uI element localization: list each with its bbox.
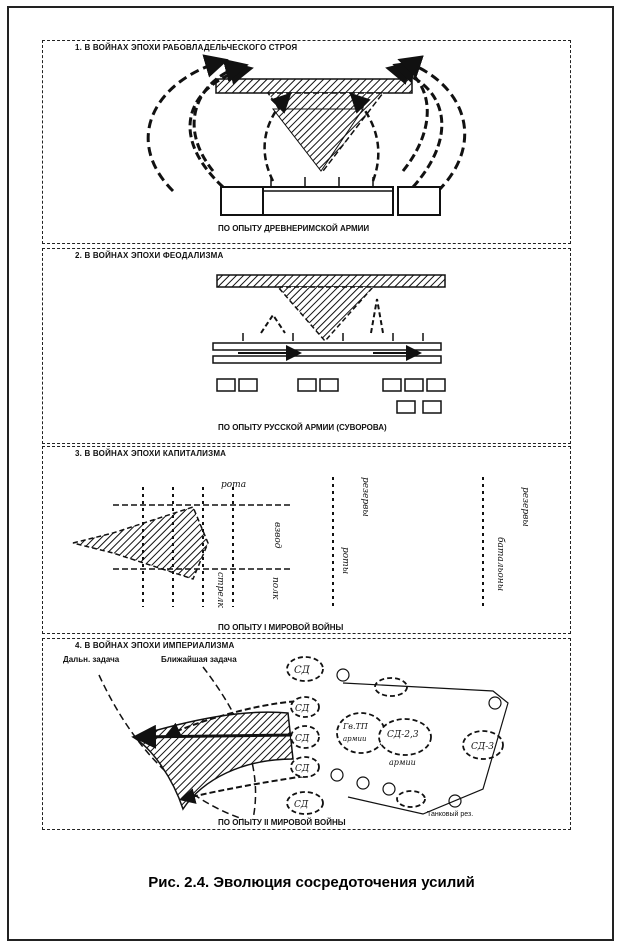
hw-sd-4: СД	[294, 800, 309, 810]
hw-sd23: СД-2,3	[387, 730, 419, 740]
panel-4-drawing	[43, 639, 572, 831]
hw-label-2: полк	[270, 577, 280, 600]
hw-army-2: армии	[389, 758, 416, 767]
hw-label-3: стрелк	[215, 572, 225, 608]
hw-sd3: СД-3	[471, 742, 494, 752]
panel-capitalist-era	[42, 446, 571, 634]
front-line	[213, 343, 441, 350]
wedge	[278, 287, 373, 341]
hw-label-5: резервы	[520, 487, 530, 527]
main-strike-wedge	[133, 712, 293, 809]
panel-2-drawing	[43, 249, 572, 445]
hw-gtp: Гв.ТП	[343, 722, 368, 731]
panel-title: 4. В ВОЙНАХ ЭПОХИ ИМПЕРИАЛИЗМА	[75, 641, 235, 650]
breakthrough-wedge	[73, 507, 208, 579]
inner-wedge	[273, 109, 363, 171]
panel-title: 3. В ВОЙНАХ ЭПОХИ КАПИТАЛИЗМА	[75, 449, 227, 458]
panel-feudal-era	[42, 248, 571, 444]
enemy-line	[216, 79, 412, 93]
panel-caption: ПО ОПЫТУ I МИРОВОЙ ВОЙНЫ	[218, 623, 344, 632]
hw-label-1: взвод	[272, 522, 282, 549]
hw-label-6: роты	[340, 547, 350, 575]
right-arrow	[371, 299, 383, 333]
panel-slave-era	[42, 40, 571, 244]
far-task-label: Дальн. задача	[63, 655, 120, 664]
tank-reserve-label: Танковый рез.	[427, 811, 474, 818]
hw-label-7: батальоны	[495, 537, 505, 592]
hw-sd-1: СД	[295, 704, 310, 714]
hw-army-1: армии	[343, 735, 367, 743]
enemy-line	[217, 275, 445, 287]
reserve-units	[217, 379, 445, 413]
panel-caption: ПО ОПЫТУ ДРЕВНЕРИМСКОЙ АРМИИ	[218, 224, 370, 233]
panel-title: 1. В ВОЙНАХ ЭПОХИ РАБОВЛАДЕЛЬЧЕСКОГО СТРОЯ	[75, 43, 298, 52]
panel-caption: ПО ОПЫТУ РУССКОЙ АРМИИ (СУВОРОВА)	[218, 423, 387, 432]
panel-3-drawing	[43, 447, 572, 635]
panel-1-drawing	[43, 41, 572, 245]
figure-caption: Рис. 2.4. Эволюция сосредоточения усилий	[148, 874, 475, 891]
panel-imperialist-era	[42, 638, 571, 830]
near-task-label: Ближайшая задача	[161, 655, 237, 664]
panel-title: 2. В ВОЙНАХ ЭПОХИ ФЕОДАЛИЗМА	[75, 251, 224, 260]
hw-sd-0: СД	[294, 665, 310, 676]
hw-label-4: резервы	[360, 477, 370, 517]
hw-sd-3: СД	[295, 764, 310, 774]
right-unit	[398, 187, 440, 215]
hw-label-0: рота	[221, 480, 247, 490]
second-line	[213, 356, 441, 363]
main-strike-arrow	[138, 735, 293, 737]
panel-caption: ПО ОПЫТУ II МИРОВОЙ ВОЙНЫ	[218, 818, 346, 827]
left-unit	[221, 187, 263, 215]
hw-sd-2: СД	[295, 734, 310, 744]
left-arrow	[261, 315, 285, 333]
